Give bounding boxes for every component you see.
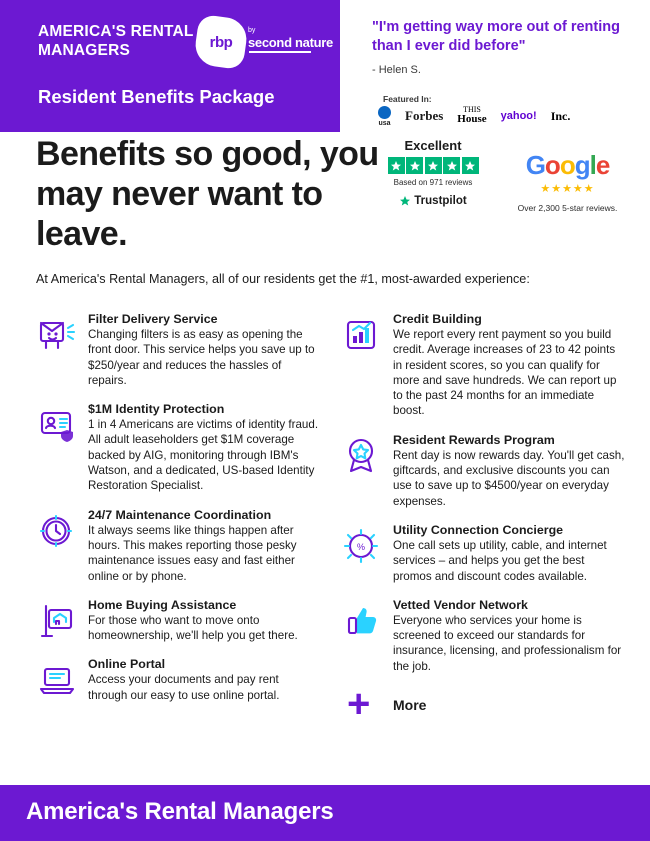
benefit-title: Utility Connection Concierge <box>393 522 564 537</box>
featured-in-label: Featured In: <box>383 94 432 104</box>
this-old-house-logo <box>457 106 486 126</box>
trustpilot-rating-word: Excellent <box>404 138 462 153</box>
credit-chart-icon <box>341 314 385 356</box>
laptop-portal-icon <box>36 659 80 701</box>
google-stars: ★★★★★ <box>540 183 595 195</box>
testimonial-quote: "I'm getting way more out of renting than I ever did before" <box>372 19 620 55</box>
more-benefits-row <box>335 682 625 727</box>
benefit-title: Home Buying Assistance <box>88 597 237 612</box>
benefit-title: Online Portal <box>88 657 166 672</box>
benefit-item <box>335 433 625 509</box>
forbes-logo: Forbes <box>405 108 444 123</box>
benefit-body: Everyone who services your home is screened to exceed our standards for insurance, licensing, and professionalism for the job. <box>393 613 622 673</box>
plus-icon: + <box>347 682 371 727</box>
rewards-badge-icon <box>341 435 385 477</box>
benefit-item <box>30 508 320 584</box>
benefit-title: 24/7 Maintenance Coordination <box>88 507 272 522</box>
benefit-item <box>30 312 320 388</box>
benefit-title: $1M Identity Protection <box>88 402 225 417</box>
rbp-logo-text: rbp <box>209 33 233 51</box>
benefit-title: Vetted Vendor Network <box>393 597 528 612</box>
home-buying-icon <box>36 600 80 642</box>
trustpilot-wordmark: Trustpilot <box>414 195 467 207</box>
header-banner <box>0 0 340 132</box>
footer-banner <box>0 785 650 841</box>
yahoo-logo: yahoo! <box>500 110 537 122</box>
page-headline: Benefits so good, you may never want to leave. <box>36 135 379 254</box>
testimonial-attribution: - Helen S. <box>372 64 421 76</box>
star-icon <box>425 157 442 174</box>
benefit-item <box>335 523 625 584</box>
inc-logo: Inc. <box>550 108 571 123</box>
benefit-item <box>335 312 625 419</box>
benefit-title: Filter Delivery Service <box>88 312 218 326</box>
filter-delivery-icon <box>36 314 80 356</box>
footer-brand-text: America's Rental Managers <box>26 798 334 825</box>
benefit-body: Access your documents and pay rent through our easy to use online portal. <box>88 673 280 702</box>
benefits-column-right <box>335 312 625 727</box>
benefits-column-left <box>30 312 320 717</box>
more-label: More <box>393 697 427 714</box>
logo-by-text: by <box>248 27 256 34</box>
intro-paragraph: At America's Rental Managers, all of our residents get the #1, most-awarded experience: <box>36 272 530 286</box>
featured-logos <box>378 105 638 127</box>
house-line2: House <box>457 113 487 126</box>
google-wordmark: Google <box>525 150 610 180</box>
second-nature-text: second nature <box>248 35 333 50</box>
utility-connection-icon <box>341 525 385 567</box>
house-line1: THIS <box>463 105 481 115</box>
star-icon <box>443 157 460 174</box>
benefit-body: Rent day is now rewards day. You'll get cash, giftcards, and exclusive discounts you can use to save up to $4500/year on everyday expenses. <box>393 448 625 508</box>
benefit-item <box>30 657 320 703</box>
svg-text:%: % <box>356 541 366 552</box>
rbp-logo <box>196 17 246 67</box>
brand-title: AMERICA'S RENTAL MANAGERS <box>38 23 194 60</box>
clock-maintenance-icon <box>36 510 80 552</box>
star-icon <box>406 157 423 174</box>
benefit-title: Resident Rewards Program <box>393 432 555 447</box>
benefit-item <box>30 598 320 644</box>
star-icon <box>462 157 479 174</box>
google-review-count: Over 2,300 5-star reviews. <box>517 203 618 213</box>
benefit-title: Credit Building <box>393 312 482 326</box>
benefit-body: We report every rent payment so you build credit. Average increases of 23 to 42 points in resident scores, so you can qualify for more and save hundreds. We can report up to the past 24 months for an immediate boost. <box>393 328 617 418</box>
benefit-body: One call sets up utility, cable, and internet services – and helps you get the best promos and discount codes available. <box>393 538 607 583</box>
benefit-item <box>30 402 320 493</box>
identity-protection-icon <box>36 404 80 446</box>
benefit-body: 1 in 4 Americans are victims of identity fraud. All adult leaseholders get $1M coverage backed by AIG, monitoring through IBM's Watson, and a dedicated, US-based Identity Restoration Specialist. <box>88 418 319 493</box>
thumbs-up-icon <box>341 600 385 642</box>
page-subtitle: Resident Benefits Package <box>38 86 275 107</box>
benefit-body: It always seems like things happen after hours. This makes reporting those pesky maintenance issues easy and fast either online or by phone. <box>88 523 297 583</box>
usa-today-dot-icon <box>378 106 391 119</box>
logo-underline <box>249 51 311 53</box>
usa-today-logo <box>378 106 391 127</box>
trustpilot-review-count: Based on 971 reviews <box>393 178 473 187</box>
usa-today-line1: usa <box>378 119 391 127</box>
benefit-item <box>335 598 625 674</box>
google-review-badge <box>500 150 635 213</box>
benefit-body: Changing filters is as easy as opening the front door. This service helps you save up to $250/year and reduces the hassles of repairs. <box>88 328 315 387</box>
benefit-body: For those who want to move onto homeownership, we'll help you get there. <box>88 613 298 643</box>
